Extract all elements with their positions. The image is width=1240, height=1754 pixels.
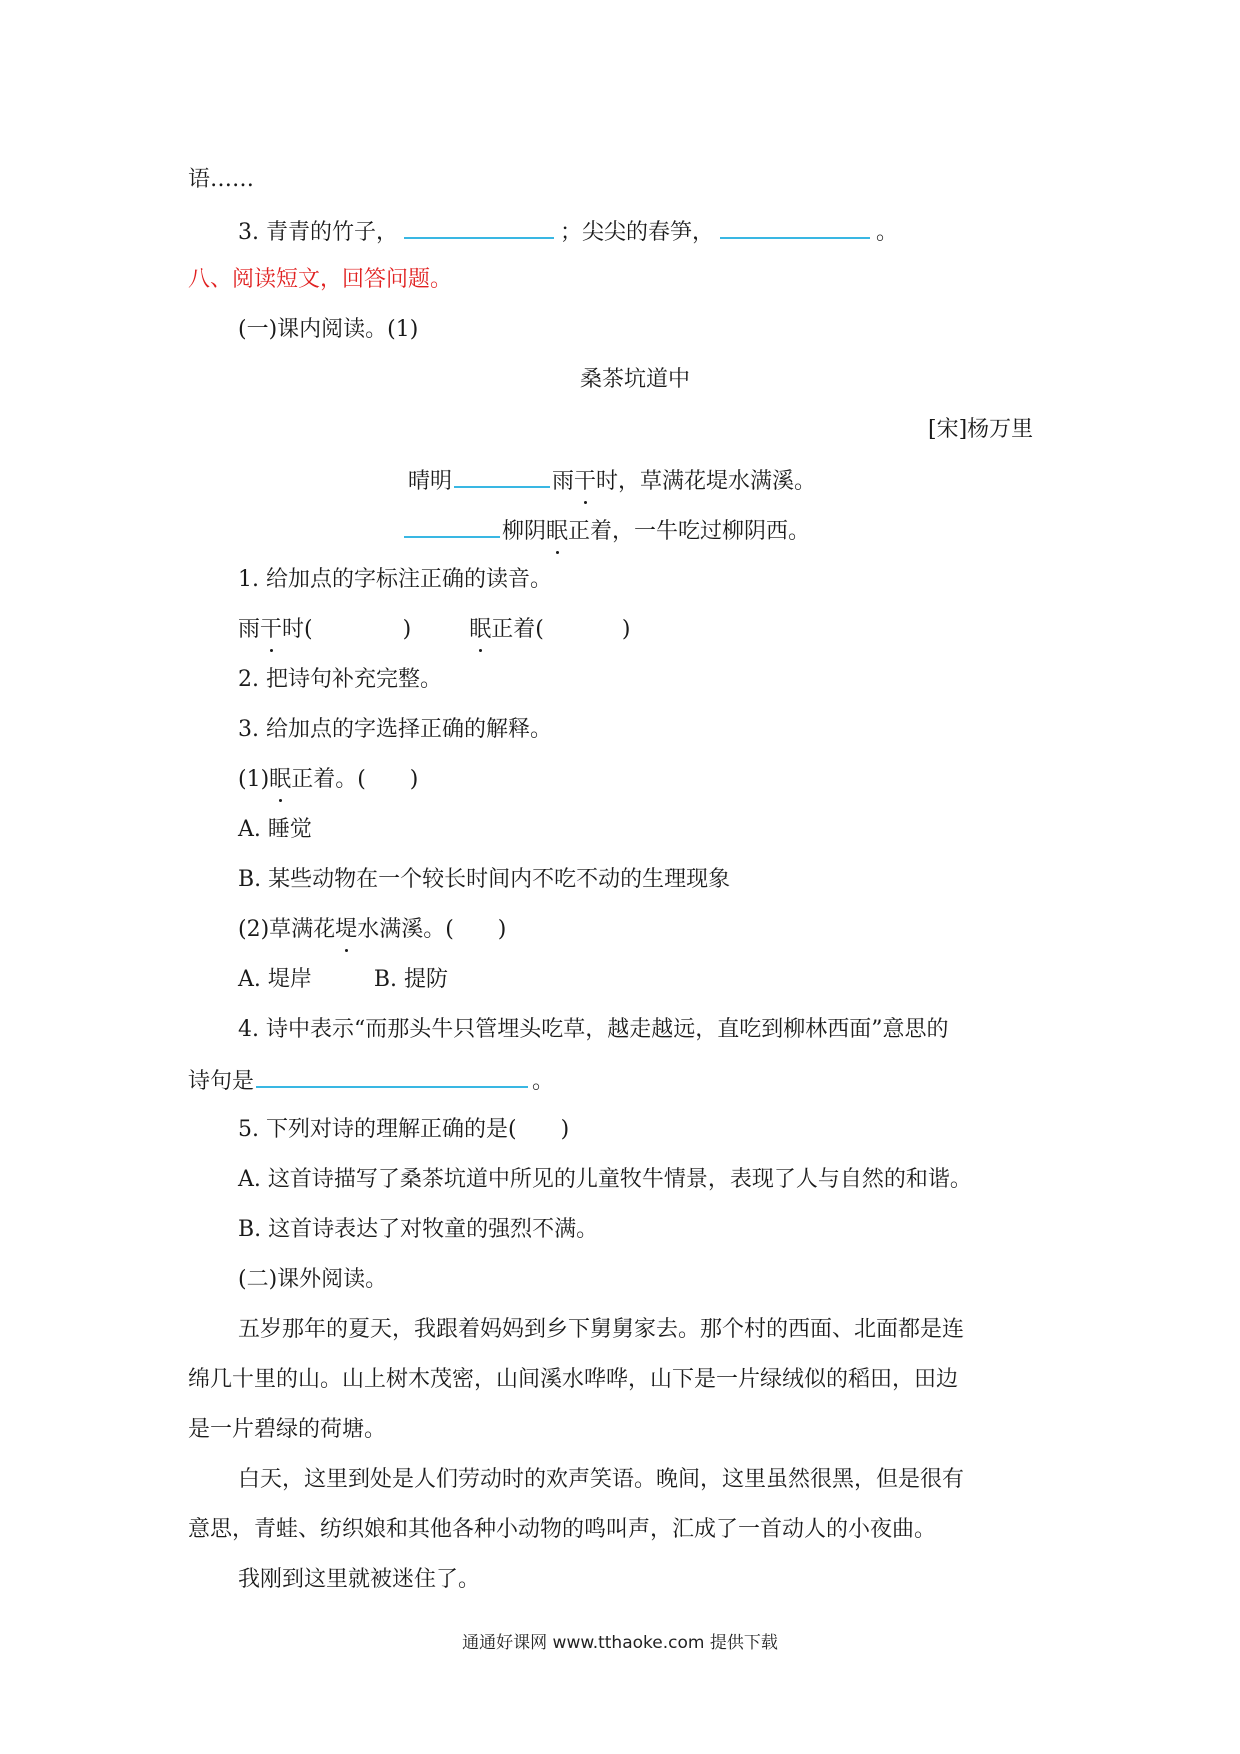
text: 水满溪。( ) [357, 917, 507, 942]
text: 柳阴 [502, 519, 547, 544]
text: B. 提防 [373, 967, 449, 992]
text: 正着。( ) [291, 767, 419, 792]
poem-title [580, 364, 690, 396]
dotted-char: 堤 [335, 914, 357, 946]
text: 3. 青青的竹子， [238, 220, 398, 245]
question-1 [238, 564, 552, 596]
sub-heading [238, 1264, 387, 1296]
option-b [238, 1214, 598, 1246]
text: 白天，这里到处是人们劳动时的欢声笑语。晚间，这里虽然很黑，但是很有 [238, 1467, 965, 1492]
question-2 [238, 664, 442, 696]
dotted-char: 眠 [546, 516, 568, 548]
option-b [238, 864, 730, 896]
question-4 [238, 1014, 948, 1046]
dotted-char: 干 [260, 614, 282, 646]
text: B. 这首诗表达了对牧童的强烈不满。 [238, 1217, 599, 1242]
dotted-char: 眠 [269, 764, 291, 796]
question-3 [238, 714, 552, 746]
paragraph-line [188, 1414, 386, 1446]
question-5 [238, 1114, 569, 1146]
text: 3. 给加点的字选择正确的解释。 [238, 717, 552, 742]
dotted-char: 眠 [469, 614, 491, 646]
text: 。 [532, 1069, 555, 1094]
answer-blank[interactable] [720, 215, 870, 239]
text: ；尖尖的春笋， [559, 220, 714, 245]
answer-blank[interactable] [454, 464, 550, 488]
dotted-char: 干 [574, 466, 596, 498]
question-3-2 [238, 914, 506, 946]
page-footer: 通通好课网 www.tthaoke.com 提供下载 [462, 1633, 778, 1653]
text: (二)课外阅读。 [238, 1267, 388, 1292]
text: ) [402, 617, 412, 642]
text: B. 某些动物在一个较长时间内不吃不动的生理现象 [238, 867, 731, 892]
text: (1) [238, 767, 270, 792]
paragraph-line [238, 1464, 964, 1496]
answer-blank[interactable] [404, 215, 554, 239]
paragraph-line [238, 1314, 964, 1346]
text-line [188, 164, 254, 196]
text: 是一片碧绿的荷塘。 [188, 1417, 387, 1442]
paragraph-line [188, 1514, 936, 1546]
text: (2)草满花 [238, 917, 336, 942]
sub-heading [238, 314, 418, 346]
text: 我刚到这里就被迷住了。 [238, 1567, 481, 1592]
text: 五岁那年的夏天，我跟着妈妈到乡下舅舅家去。那个村的西面、北面都是连 [238, 1317, 965, 1342]
answer-blank[interactable] [256, 1064, 528, 1088]
question-4-answer [188, 1064, 554, 1098]
question-3-fill [238, 215, 898, 249]
options-row [238, 964, 448, 996]
poem-line-2 [404, 514, 810, 548]
answer-blank[interactable] [404, 514, 500, 538]
text: 语…… [188, 167, 255, 192]
text: 时( [282, 617, 313, 642]
text: A. 堤岸 [238, 967, 312, 992]
text: 八、阅读短文，回答问题。 [188, 267, 453, 292]
text: 绵几十里的山。山上树木茂密，山间溪水哗哗，山下是一片绿绒似的稻田，田边 [188, 1367, 959, 1392]
text: A. 睡觉 [238, 817, 312, 842]
text: [宋]杨万里 [928, 417, 1034, 442]
text: 雨 [552, 469, 575, 494]
text: 5. 下列对诗的理解正确的是( ) [238, 1117, 570, 1142]
option-a [238, 1164, 972, 1196]
text: ) [621, 617, 631, 642]
paragraph-line [188, 1364, 958, 1396]
poem-line-1 [408, 464, 816, 498]
option-a [238, 814, 312, 846]
text: A. 这首诗描写了桑茶坑道中所见的儿童牧牛情景，表现了人与自然的和谐。 [238, 1167, 972, 1192]
text: 1. 给加点的字标注正确的读音。 [238, 567, 552, 592]
text: 桑茶坑道中 [580, 367, 691, 392]
paragraph-line [238, 1564, 480, 1596]
section-heading [188, 264, 452, 296]
text: 意思，青蛙、纺织娘和其他各种小动物的鸣叫声，汇成了一首动人的小夜曲。 [188, 1517, 937, 1542]
text: 雨 [238, 617, 261, 642]
text: 正着( [491, 617, 544, 642]
text: (一)课内阅读。(1) [238, 317, 419, 342]
text: 4. 诗中表示“而那头牛只管埋头吃草，越走越远，直吃到柳林西面”意思的 [238, 1017, 949, 1042]
poem-author [928, 414, 1033, 446]
question-1-answers [238, 614, 630, 646]
text: 正着，一牛吃过柳阴西。 [568, 519, 811, 544]
text: 晴明 [408, 469, 453, 494]
text: 。 [876, 220, 899, 245]
question-3-1 [238, 764, 418, 796]
text: 诗句是 [188, 1069, 255, 1094]
text: 时，草满花堤水满溪。 [596, 469, 817, 494]
text: 2. 把诗句补充完整。 [238, 667, 442, 692]
